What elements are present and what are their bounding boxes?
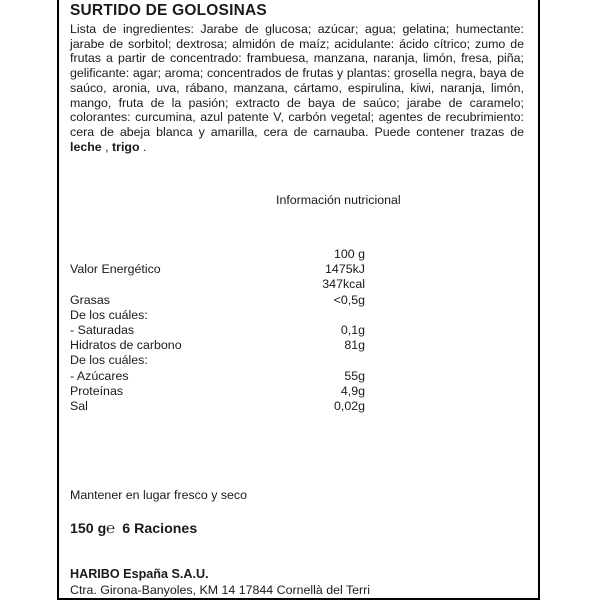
nutrient-value: 1475kJ xyxy=(325,262,365,277)
table-row xyxy=(70,353,365,368)
nutrient-label: De los cuáles: xyxy=(70,307,148,322)
table-row xyxy=(70,308,365,323)
nutrient-value: 81g xyxy=(344,338,365,353)
nutrient-label: Proteínas xyxy=(70,383,124,398)
page-title: SURTIDO DE GOLOSINAS xyxy=(70,2,267,19)
table-row xyxy=(70,262,365,277)
company-address: Ctra. Girona-Banyoles, KM 14 17844 Cornellà del Terri xyxy=(70,583,371,597)
nutrient-label: Valor Energético xyxy=(70,262,161,277)
nutrient-label xyxy=(70,277,255,292)
estimated-sign-icon: ℮ xyxy=(106,520,116,537)
allergen-separator: , xyxy=(101,139,113,154)
nutrient-value xyxy=(255,308,365,323)
net-weight-line xyxy=(70,520,197,538)
company-name: HARIBO España S.A.U. xyxy=(70,567,209,581)
nutrient-value xyxy=(255,353,365,368)
table-row-header xyxy=(70,247,365,262)
allergen-trigo: trigo xyxy=(112,139,140,154)
nutrient-value: <0,5g xyxy=(333,292,365,307)
nutrient-label: De los cuáles: xyxy=(70,353,148,368)
nutrition-table-body xyxy=(70,247,365,414)
nutrient-label: Sal xyxy=(70,399,88,414)
storage-note: Mantener en lugar fresco y seco xyxy=(70,488,248,502)
nutrition-serving-header: 100 g xyxy=(333,247,365,261)
servings-count: 6 Raciones xyxy=(122,521,198,537)
nutrition-heading: Información nutricional xyxy=(276,193,401,207)
ingredients-list xyxy=(70,22,524,154)
nutrient-value: 0,1g xyxy=(340,323,365,338)
table-row xyxy=(70,384,365,399)
nutrient-label: - Saturadas xyxy=(70,323,135,338)
table-row xyxy=(70,323,365,338)
nutrient-value: 347kcal xyxy=(322,277,365,292)
ingredients-suffix: . xyxy=(139,139,147,154)
table-row xyxy=(70,277,365,292)
label-content xyxy=(70,0,528,598)
allergen-leche: leche xyxy=(70,139,102,154)
nutrient-label: - Azúcares xyxy=(70,368,129,383)
table-row xyxy=(70,293,365,308)
table-row xyxy=(70,338,365,353)
nutrient-label: Grasas xyxy=(70,292,110,307)
nutrition-label-blank xyxy=(70,247,255,262)
nutrient-label: Hidratos de carbono xyxy=(70,338,182,353)
table-row xyxy=(70,369,365,384)
nutrient-value: 4,9g xyxy=(340,383,365,398)
ingredients-text: Lista de ingredientes: Jarabe de glucosa; azúcar; agua; gelatina; humectante: jarabe de sorbitol; dextrosa; almidón de maíz; acidulante: ácido cítrico; zumo de frutas a partir de concentrado: frambuesa, manzana, naranja, limón, fresa, piña; gelificante: agar; aroma; concentrados de frutas y plantas: grosella negra, baya de saúco, aronia, uva, rábano, manzana, cártamo, espirulina, kiwi, naranja, limón, mango, fruta de la pasión; extracto de baya de saúco; jarabe de caramelo; colorantes: curcumina, azul patente V, carbón vegetal; agentes de recubrimiento: cera de abeja blanca y amarilla, cera de carnauba. Puede contener trazas de xyxy=(70,22,524,139)
nutrient-value: 0,02g xyxy=(333,399,365,414)
table-row xyxy=(70,399,365,414)
nutrient-value: 55g xyxy=(344,368,365,383)
net-weight-value: 150 g xyxy=(70,521,107,537)
nutrition-table xyxy=(70,247,365,414)
nutrition-label-panel xyxy=(57,0,540,600)
